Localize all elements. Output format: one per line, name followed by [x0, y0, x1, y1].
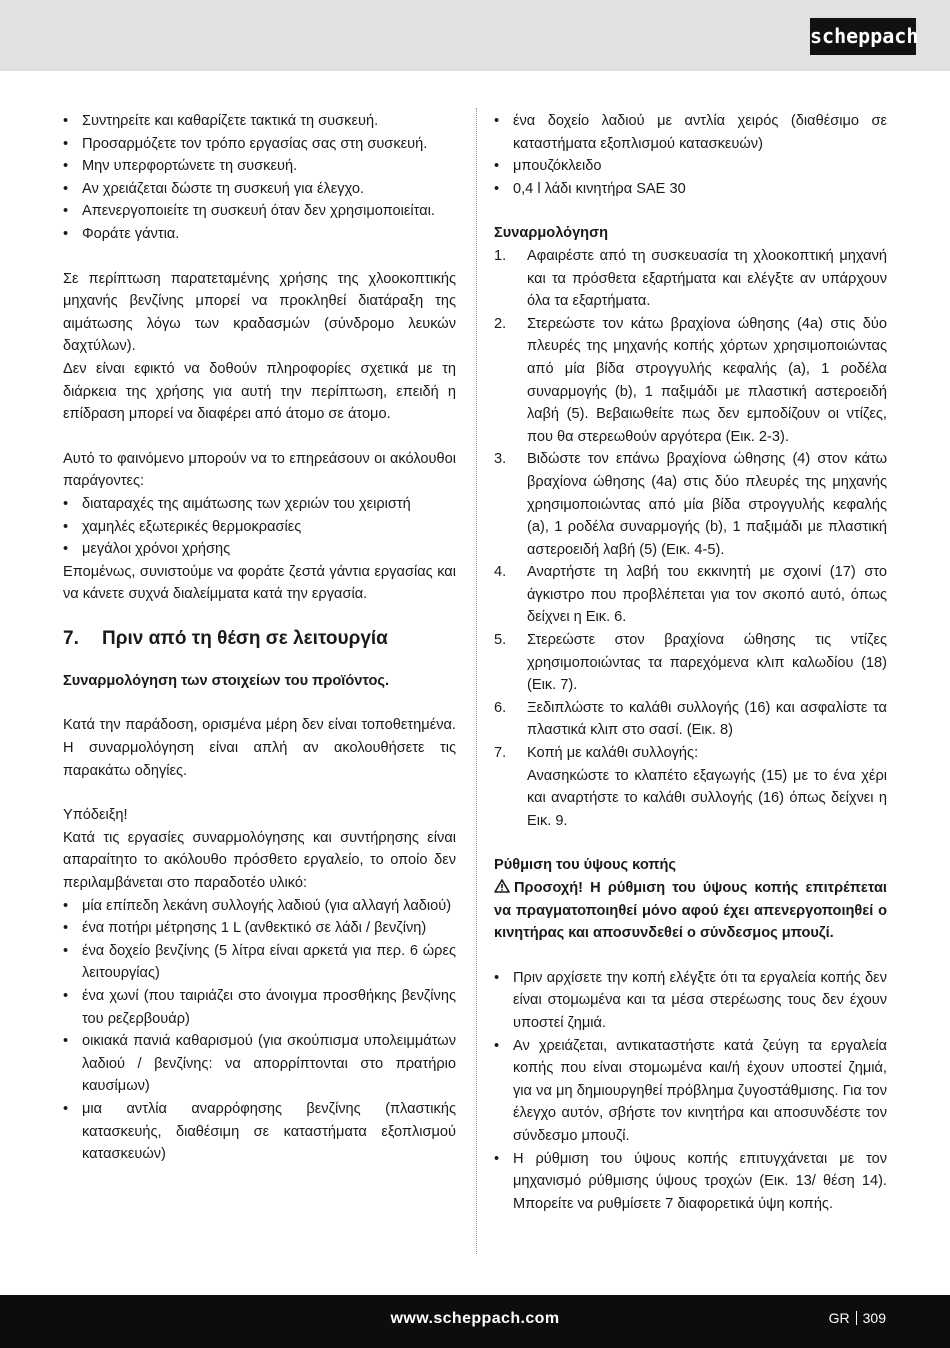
step-number: 1.	[494, 247, 507, 264]
paragraph: Επομένως, συνιστούμε να φοράτε ζεστά γάντια εργασίας και να κάνετε συχνά διαλείμματα κατά την εργασία.	[63, 563, 456, 603]
step-item	[494, 448, 887, 561]
left-column	[63, 110, 456, 1166]
page-number: 309	[862, 1310, 886, 1326]
step-text: Κοπή με καλάθι συλλογής:	[527, 745, 699, 762]
assembly-steps	[494, 245, 887, 832]
step-text: Αφαιρέστε από τη συσκευασία τη χλοοκοπτική μηχανή και τα πρόσθετα εξαρτήματα και ελέγξτε αν υπάρχουν όλα τα εξαρτήματα.	[527, 247, 887, 310]
list-item: • Φοράτε γάντια.	[63, 223, 456, 246]
right-column	[494, 110, 887, 1215]
list-item: • Η ρύθμιση του ύψους κοπής επιτυγχάνεται με τον μηχανισμό ρύθμισης ύψους τροχών (Εικ. 13/ θέση 14). Μπορείτε να ρυθμίσετε 7 διαφορετικά ύψη κοπής.	[494, 1148, 887, 1216]
list-item: • ένα δοχείο λαδιού με αντλία χειρός (διαθέσιμο σε καταστήματα εξοπλισμού κατασκευών)	[494, 110, 887, 155]
brand-logo: scheppach	[810, 18, 916, 55]
list-item: • Μην υπερφορτώνετε τη συσκευή.	[63, 155, 456, 178]
list-item: • ένα χωνί (που ταιριάζει στο άνοιγμα προσθήκης βενζίνης του ρεζερβουάρ)	[63, 985, 456, 1030]
section-heading	[63, 626, 456, 652]
warning-text: Προσοχή! Η ρύθμιση του ύψους κοπής επιτρέπεται να πραγματοποιηθεί μόνο αφού έχει απενεργοποιηθεί ο κινητήρας και αποσυνδεθεί ο σύνδεσμος μπουζί.	[494, 880, 887, 942]
section-number: 7.	[63, 627, 79, 649]
note-label: Υπόδειξη!	[63, 807, 128, 824]
page-indicator	[829, 1310, 886, 1326]
column-divider	[476, 108, 477, 1254]
list-item: • ένα ποτήρι μέτρησης 1 L (ανθεκτικό σε λάδι / βενζίνη)	[63, 917, 456, 940]
tools-list	[63, 895, 456, 1166]
step-number: 5.	[494, 632, 507, 649]
page-separator	[856, 1311, 857, 1325]
list-item: • 0,4 l λάδι κινητήρα SAE 30	[494, 178, 887, 201]
step-number: 6.	[494, 699, 507, 716]
assembly-heading: Συναρμολόγηση	[494, 225, 608, 242]
step-text: Ξεδιπλώστε το καλάθι συλλογής (16) και ασφαλίστε τα πλαστικά κλιπ στο σασί. (Εικ. 8)	[527, 699, 887, 739]
section-title: Πριν από τη θέση σε λειτουργία	[102, 627, 388, 649]
step-item	[494, 245, 887, 313]
list-item: • μια αντλία αναρρόφησης βενζίνης (πλαστικής κατασκευής, διαθέσιμη σε καταστήματα εξοπλισμού κατασκευών)	[63, 1098, 456, 1166]
paragraph: Αυτό το φαινόμενο μπορούν να το επηρεάσουν οι ακόλουθοι παράγοντες:	[63, 450, 456, 490]
factors-list	[63, 493, 456, 561]
step-text: Στερεώστε τον κάτω βραχίονα ώθησης (4a) στις δύο πλευρές της μηχανής κοπής χόρτων χρησιμοποιώντας από μία βίδα στρογγυλής κεφαλής (a), 1 ροδέλα συναρμογής (b), 1 παξιμάδι με πλαστική αστεροειδή λαβή (5). Βεβαιωθείτε πως δεν εμποδίζουν οι ντίζες, που θα στερεωθούν αργότερα (Εικ. 2-3).	[527, 315, 887, 445]
language-code: GR	[828, 1310, 850, 1326]
paragraph: Δεν είναι εφικτό να δοθούν πληροφορίες σχετικά με τη διάρκεια της χρήσης για αυτή την περίπτωση, επειδή η επίδραση μπορεί να διαφέρει από άτομο σε άτομο.	[63, 360, 456, 423]
list-item: • μπουζόκλειδο	[494, 155, 887, 178]
step-number: 2.	[494, 315, 507, 332]
step-item	[494, 561, 887, 629]
step-number: 7.	[494, 745, 507, 762]
warning-paragraph	[494, 877, 887, 945]
header-band	[0, 0, 950, 71]
list-item: • Πριν αρχίσετε την κοπή ελέγξτε ότι τα εργαλεία κοπής δεν είναι στομωμένα και τα μέσα στερέωσης τους δεν έχουν υποστεί ζημιά.	[494, 967, 887, 1035]
step-item	[494, 313, 887, 449]
warning-icon	[494, 879, 510, 893]
list-item: • διαταραχές της αιμάτωσης των χεριών του χειριστή	[63, 493, 456, 516]
list-item: • Προσαρμόζετε τον τρόπο εργασίας σας στη συσκευή.	[63, 133, 456, 156]
cutting-height-list	[494, 967, 887, 1216]
sub-heading: Συναρμολόγηση των στοιχείων του προϊόντος.	[63, 672, 390, 689]
list-item: • Απενεργοποιείτε τη συσκευή όταν δεν χρησιμοποιείται.	[63, 200, 456, 223]
list-item: • Συντηρείτε και καθαρίζετε τακτικά τη συσκευή.	[63, 110, 456, 133]
footer-bar	[0, 1295, 950, 1348]
step-text: Στερεώστε στον βραχίονα ώθησης τις ντίζες χρησιμοποιώντας τα παρεχόμενα κλιπ καλωδίου (18) (Εικ. 7).	[527, 632, 887, 694]
website-url: www.scheppach.com	[390, 1310, 560, 1327]
tools-list-continued	[494, 110, 887, 200]
list-item: • οικιακά πανιά καθαρισμού (για σκούπισμα υπολειμμάτων λαδιού / βενζίνης: να απορρίπτονται στο πρατήριο καυσίμων)	[63, 1030, 456, 1098]
list-item: • Αν χρειάζεται δώστε τη συσκευή για έλεγχο.	[63, 178, 456, 201]
list-item: • Αν χρειάζεται, αντικαταστήστε κατά ζεύγη τα εργαλεία κοπής που είναι στομωμένα και/ή έχουν υποστεί ζημιά, για να μη δημιουργηθεί πρόβλημα ζυγοστάθμισης. Για τον έλεγχο αυτόν, σβήστε τον κινητήρα και αποσυνδέστε τον σύνδεσμο μπουζί.	[494, 1035, 887, 1148]
step-item	[494, 742, 887, 832]
step-number: 3.	[494, 451, 507, 468]
list-item: • ένα δοχείο βενζίνης (5 λίτρα είναι αρκετά για περ. 6 ώρες λειτουργίας)	[63, 940, 456, 985]
paragraph: Κατά τις εργασίες συναρμολόγησης και συντήρησης είναι απαραίτητο το ακόλουθο πρόσθετο εργαλείο, το οποίο δεν περιλαμβάνεται στο παραδοτέο υλικό:	[63, 829, 456, 892]
maintenance-list	[63, 110, 456, 246]
list-item: • μεγάλοι χρόνοι χρήσης	[63, 538, 456, 561]
cutting-height-heading: Ρύθμιση του ύψους κοπής	[494, 857, 677, 874]
list-item: • μία επίπεδη λεκάνη συλλογής λαδιού (για αλλαγή λαδιού)	[63, 895, 456, 918]
step-item	[494, 629, 887, 697]
step-item	[494, 697, 887, 742]
paragraph: Σε περίπτωση παρατεταμένης χρήσης της χλοοκοπτικής μηχανής βενζίνης μπορεί να προκληθεί διατάραξη της αιμάτωσης λόγω των κραδασμών (σύνδρομο λευκών δαχτύλων).	[63, 270, 456, 355]
step-text: Ανασηκώστε το κλαπέτο εξαγωγής (15) με το ένα χέρι και αναρτήστε το καλάθι συλλογής (16) όπως δείχνει η Εικ. 9.	[527, 767, 887, 829]
paragraph: Κατά την παράδοση, ορισμένα μέρη δεν είναι τοποθετημένα. Η συναρμολόγηση είναι απλή αν ακολουθήσετε τις παρακάτω οδηγίες.	[63, 717, 456, 779]
step-text: Αναρτήστε τη λαβή του εκκινητή με σχοινί (17) στο άγκιστρο που προβλέπεται για τον σκοπό αυτό, όπως δείχνει η Εικ. 6.	[527, 564, 887, 626]
step-number: 4.	[494, 564, 507, 581]
step-text: Βιδώστε τον επάνω βραχίονα ώθησης (4) στον κάτω βραχίονα ώθησης (4a) στις δύο πλευρές της μηχανής χρησιμοποιώντας από μία βίδα στρογγυλής κεφαλής (a), 1 ροδέλα συναρμογής (b), 1 παξιμάδι με πλαστική αστεροειδή λαβή (5) (Εικ. 4-5).	[527, 451, 887, 558]
list-item: • χαμηλές εξωτερικές θερμοκρασίες	[63, 516, 456, 539]
